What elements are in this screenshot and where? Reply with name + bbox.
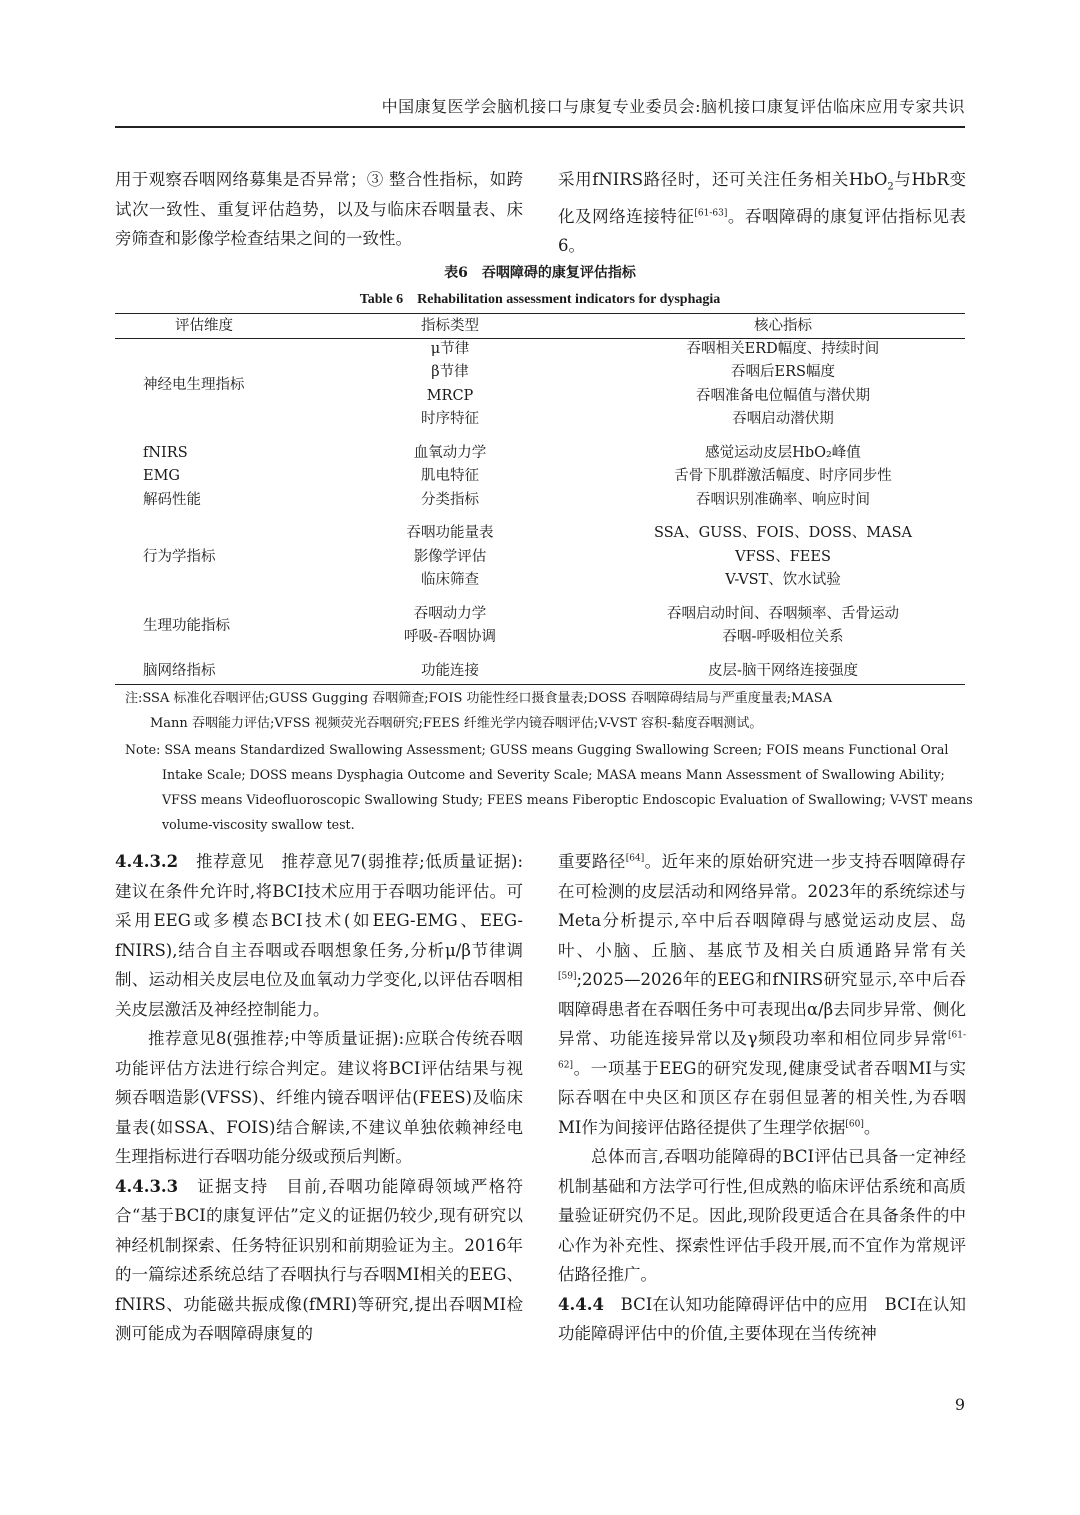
top-right-paragraph: [558, 165, 966, 261]
table-top-rule: [115, 313, 965, 314]
body-text: 重要路径: [558, 852, 626, 871]
body-left-column: [115, 847, 523, 1349]
table-core: V-VST、饮水试验: [725, 572, 841, 588]
table-caption-cn: 表6 吞咽障碍的康复评估指标: [444, 265, 636, 281]
top-left-paragraph: [115, 165, 523, 254]
table-note-en: Note: SSA means Standardized Swallowing Assessment; GUSS means Gugging Swallowing Screen; FOIS means Functional Oral: [125, 742, 949, 757]
section-title: BCI在认知功能障碍评估中的应用: [620, 1294, 869, 1314]
section-number: 4.4.3.3: [115, 1176, 179, 1196]
section-number: 4.4.3.2: [115, 852, 179, 871]
body-paragraph: [558, 847, 966, 1142]
table-caption-en: Table 6 Rehabilitation assessment indicators for dysphagia: [359, 292, 721, 307]
table-core: VFSS、FEES: [735, 549, 831, 565]
table-note-cn: 注:SSA 标准化吞咽评估;GUSS Gugging 吞咽筛查;FOIS 功能性经口摄食量表;DOSS 吞咽障碍结局与严重度量表;MASA: [125, 691, 833, 706]
table-type: 吞咽功能量表: [406, 525, 494, 541]
table-core: 感觉运动皮层HbO₂峰值: [705, 445, 861, 461]
table-type: 时序特征: [421, 411, 479, 427]
table-note-en: VFSS means Videofluoroscopic Swallowing Study; FEES means Fiberoptic Endoscopic Evaluation of Swallowing; V-VST means: [162, 792, 973, 807]
table-dimension: 生理功能指标: [143, 618, 230, 634]
running-header: 中国康复医学会脑机接口与康复专业委员会:脑机接口康复评估临床应用专家共识: [381, 97, 965, 116]
body-paragraph: 总体而言,吞咽功能障碍的BCI评估已具备一定神经机制基础和方法学可行性,但成熟的临床评估系统和高质量验证研究仍不足。因此,现阶段更适合在具备条件的中心作为补充性、探索性评估手段开展,而不宜作为常规评估路径推广。: [558, 1147, 966, 1284]
table-type: 肌电特征: [421, 468, 479, 484]
body-text: ;2025—2026年的EEG和fNIRS研究显示,卒中后吞咽障碍患者在吞咽任务中可表现出α/β去同步异常、侧化异常、功能连接异常以及γ频段功率和相位同步异常: [558, 970, 966, 1048]
table-bottom-rule: [115, 684, 965, 685]
page-number: 9: [954, 1395, 965, 1414]
body-text: 。一项基于EEG的研究发现,健康受试者吞咽MI与实际吞咽在中央区和顶区存在弱但显著的相关性,为吞咽MI作为间接评估路径提供了生理学依据: [558, 1058, 966, 1137]
section-text: 推荐意见7(弱推荐;低质量证据):建议在条件允许时,将BCI技术应用于吞咽功能评估。可采用EEG或多模态BCI技术(如EEG-EMG、EEG-fNIRS),结合自主吞咽或吞咽想象任务,分析μ/β节律调制、运动相关皮层电位及血氧动力学变化,以评估吞咽相关皮层激活及神经控制能力。: [115, 852, 524, 1019]
table-type: 血氧动力学: [413, 445, 487, 461]
table-header: 评估维度: [175, 318, 233, 334]
citation: [64]: [625, 853, 645, 864]
table-core: 皮层-脑干网络连接强度: [708, 663, 858, 679]
citation: [61-62]: [558, 1030, 966, 1070]
table-core: 吞咽准备电位幅值与潜伏期: [696, 388, 870, 404]
table-header: 核心指标: [754, 318, 812, 334]
table-dimension: fNIRS: [143, 445, 188, 461]
table-note-en: volume-viscosity swallow test.: [162, 817, 355, 832]
table-type: MRCP: [426, 388, 474, 404]
section-text: 目前,吞咽功能障碍领域严格符合“基于BCI的康复评估”定义的证据仍较少,现有研究以神经机制探索、任务特征识别和前期验证为主。2016年的一篇综述系统总结了吞咽执行与吞咽MI相关的EEG、fNIRS、功能磁共振成像(fMRI)等研究,提出吞咽MI检测可能成为吞咽障碍康复的: [115, 1176, 524, 1343]
section-number: 4.4.4: [558, 1294, 604, 1314]
table-type: μ节律: [430, 341, 470, 357]
table-dimension: 脑网络指标: [143, 663, 216, 679]
top-right-text-a: 采用fNIRS路径时，还可关注任务相关HbO: [558, 170, 888, 189]
table-core: 吞咽启动时间、吞咽频率、舌骨运动: [667, 606, 899, 622]
table-core: 吞咽识别准确率、响应时间: [696, 492, 870, 508]
table-dimension: 解码性能: [143, 492, 201, 508]
table-note-en: Intake Scale; DOSS means Dysphagia Outcome and Severity Scale; MASA means Mann Assessment of Swallowing Ability;: [162, 767, 945, 782]
table-core: 吞咽启动潜伏期: [732, 411, 834, 427]
table-type: β节律: [431, 364, 469, 380]
citation: [59]: [558, 971, 577, 982]
body-text: 。近年来的原始研究进一步支持吞咽障碍存在可检测的皮层活动和网络异常。2023年的系统综述与Meta分析提示,卒中后吞咽障碍与感觉运动皮层、岛叶、小脑、丘脑、基底节及相关白质通路异常有关: [558, 852, 967, 960]
section-4-4-3-3: [115, 1172, 523, 1349]
section-text: BCI在认知功能障碍评估中的价值,主要体现在当传统神: [558, 1294, 967, 1343]
table-core: 吞咽后ERS幅度: [731, 364, 835, 380]
body-right-column: [558, 847, 966, 1349]
header-rule: [115, 126, 965, 128]
table-core: 吞咽相关ERD幅度、持续时间: [686, 341, 880, 357]
table-core: 吞咽-呼吸相位关系: [722, 629, 844, 645]
top-right-text-b: 与HbR变化及网络连接特征: [558, 170, 966, 226]
table-type: 呼吸-吞咽协调: [404, 629, 496, 645]
citation: [61-63]: [694, 208, 728, 219]
table-header: 指标类型: [421, 318, 479, 334]
table-type: 分类指标: [421, 492, 479, 508]
section-4-4-4: [558, 1290, 966, 1349]
table-dimension: EMG: [143, 468, 181, 484]
table-note-cn: Mann 吞咽能力评估;VFSS 视频荧光吞咽研究;FEES 纤维光学内镜吞咽评估;V-VST 容积-黏度吞咽测试。: [150, 716, 763, 731]
table-type: 功能连接: [421, 663, 479, 679]
table-dimension: 行为学指标: [143, 549, 216, 565]
section-title: 推荐意见: [195, 852, 265, 871]
table-type: 吞咽动力学: [413, 606, 487, 622]
table-core: 舌骨下肌群激活幅度、时序同步性: [674, 468, 892, 484]
citation: [60]: [845, 1119, 864, 1129]
section-4-4-3-2: [115, 847, 523, 1024]
table-type: 临床筛查: [421, 572, 479, 588]
body-paragraph: 推荐意见8(强推荐;中等质量证据):应联合传统吞咽功能评估方法进行综合判定。建议将BCI评估结果与视频吞咽造影(VFSS)、纤维内镜吞咽评估(FEES)及临床量表(如SSA、FOIS)结合解读,不建议单独依赖神经电生理指标进行吞咽功能分级或预后判断。: [115, 1029, 523, 1166]
section-title: 证据支持: [197, 1176, 269, 1196]
table-core: SSA、GUSS、FOIS、DOSS、MASA: [654, 525, 912, 541]
top-left-text: 用于观察吞咽网络募集是否异常；③ 整合性指标，如跨试次一致性、重复评估趋势，以及与临床吞咽量表、床旁筛查和影像学检查结果之间的一致性。: [115, 170, 523, 248]
body-text: 。: [863, 1117, 881, 1137]
table-type: 影像学评估: [413, 549, 487, 565]
table-dimension: 神经电生理指标: [143, 377, 245, 393]
subscript: 2: [887, 181, 894, 193]
top-right-text-c: 。吞咽障碍的康复评估指标见表6。: [558, 206, 966, 256]
